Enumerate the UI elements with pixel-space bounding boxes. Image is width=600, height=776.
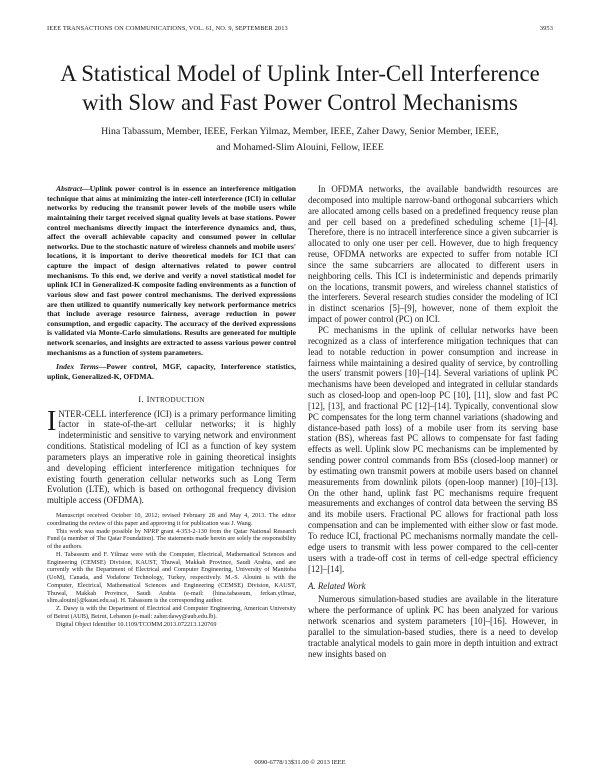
running-head <box>47 25 553 32</box>
subsection-heading-related-work: A. Related Work <box>308 581 366 592</box>
footnote-affiliation-2: Z. Dawy is with the Department of Electrical and Computer Engineering, American University of Beirut (AUB), Beirut, Lebanon (e-mail: zaher.dawy@aub.edu.lb). <box>47 605 296 620</box>
body-paragraph-pc-mechanisms: PC mechanisms in the uplink of cellular networks have been recognized as a class of interference mitigation techniques that can lead to notable reduction in power consumption and increase in fairness while maintaining a desired quality of service, by controlling the users' transmit powers [10]–[14]. Several variations of uplink PC mechanisms have been developed and integrated in cellular standards such as closed-loop and open-loop PC [10], [11], slow and fast PC [12], [13], and fractional PC [12]–[14]. Typically, conventional slow PC compensates for the long term channel variations (shadowing and distance-based path loss) of a mobile user from its serving base station (BS), whereas fast PC allows to compensate for fast fading effects as well. Uplink slow PC mechanisms can be implemented by sending power control commands from BSs (closed-loop manner) or by estimating own transmit powers at mobile users based on channel measurements from downlink pilots (open-loop manner) [10]–[13]. On the other hand, uplink fast PC mechanisms require frequent measurements and exchanges of control data between the serving BS and its mobile users. Fractional PC allows for fractional path loss compensation and can be implemented with either slow or fast mode. To reduce ICI, fractional PC mechanisms normally mandate the cell-edge users to transmit with less power compared to the cell-center users with a trade-off cost in terms of cell-edge spectral efficiency [12]–[14]. <box>308 324 558 574</box>
abstract <box>47 184 296 357</box>
page-number: 3953 <box>539 25 553 32</box>
paper-title <box>40 59 560 117</box>
authors-line-2: and Mohamed-Slim Alouini, Fellow, IEEE <box>216 142 384 153</box>
footnote-funding: This work was made possible by NPRP grant 4-353-2-130 from the Qatar National Research Fund (a member of The Qatar Foundation). The statements made herein are solely the responsibility of the authors. <box>47 527 296 551</box>
body-paragraph-related-work: Numerous simulation-based studies are available in the literature where the performance of uplink PC has been analyzed for various network scenarios and system parameters [10]–[16]. However, in parallel to the simulation-based studies, there is a need to develop tractable analytical models to gain more in depth intuition and extract new insights based on <box>308 594 558 659</box>
footnotes <box>47 512 296 628</box>
authors-line-1: Hina Tabassum, Member, IEEE, Ferkan Yilmaz, Member, IEEE, Zaher Dawy, Senior Member, IEEE, <box>101 126 499 137</box>
title-line-1: A Statistical Model of Uplink Inter-Cell Interference <box>60 61 540 86</box>
copyright-footer: 0090-6778/13$31.00 © 2013 IEEE <box>254 759 346 766</box>
abstract-text: —Uplink power control is in essence an interference mitigation technique that aims at minimizing the inter-cell interference (ICI) in cellular networks by reducing the transmit power levels of the mobile users while maintaining their target received signal quality levels at base stations. Power control mechanisms directly impact the interference dynamics and, thus, affect the overall achievable capacity and consumed power in cellular networks. Due to the stochastic nature of wireless channels and mobile users' locations, it is important to derive theoretical models for ICI that can capture the impact of design alternatives related to power control mechanisms. To this end, we derive and verify a novel statistical model for uplink ICI in Generalized-K composite fading environments as a function of various slow and fast power control mechanisms. The derived expressions are then utilized to quantify numerically key network performance metrics that include average resource fairness, average reduction in power consumption, and ergodic capacity. The accuracy of the derived expressions is validated via Monte-Carlo simulations. Results are generated for multiple network scenarios, and insights are extracted to assess various power control mechanisms as a function of system parameters. <box>47 184 296 357</box>
index-terms <box>47 362 296 381</box>
drop-cap: I <box>47 405 57 437</box>
body-paragraph-ofdma: In OFDMA networks, the available bandwidth resources are decomposed into multiple narrow-band orthogonal subcarriers which are allocated among cells based on a predefined frequency reuse plan and per cell based on a predefined scheduling scheme [1]–[4]. Therefore, there is no intracell interference since a given subcarrier is allocated to only one user per cell. However, due to high frequency reuse, OFDMA networks are expected to suffer from notable ICI since the same subcarriers are allocated to different users in neighboring cells. This ICI is indeterministic and depends primarily on the locations, transmit powers, and wireless channel statistics of the interferers. Several research studies consider the modeling of ICI in distinct scenarios [5]–[9], however, none of them exploit the impact of power control (PC) on ICI. <box>308 184 558 325</box>
left-column <box>47 184 296 628</box>
index-terms-text: —Power control, MGF, capacity, Interference statistics, uplink, Generalized-K, OFDMA. <box>47 362 297 381</box>
section-heading-introduction: I. INTRODUCTION <box>138 393 205 404</box>
index-terms-lead: Index Terms <box>56 362 99 372</box>
footnote-doi: Digital Object Identifier 10.1109/TCOMM.2013.072213.120769 <box>56 620 217 628</box>
footnote-received: Manuscript received October 10, 2012; revised February 28 and May 4, 2013. The editor coordinating the review of this paper and approving it for publication was J. Wang. <box>47 512 296 527</box>
footnote-affiliation-1: H. Tabassum and F. Yilmaz were with the Computer, Electrical, Mathematical Sciences and Engineering (CEMSE) Division, KAUST, Thuwal, Makkah Province, Saudi Arabia, and are currently with the Department of Electrical and Computer Engineering, University of Manitoba (UoM), Canada, and Vodafone Technology, Turkey, respectively. M.-S. Alouini is with the Computer, Electrical, Mathematical Sciences and Engineering (CEMSE) Division, KAUST, Thuwal, Makkah Province, Saudi Arabia (e-mail: {hina.tabassum, ferkan.yilmaz, slim.alouini}@kaust.edu.sa). H. Tabassum is the corresponding author. <box>47 550 296 605</box>
abstract-lead: Abstract <box>56 184 83 193</box>
author-list <box>60 124 540 156</box>
journal-running-title: IEEE TRANSACTIONS ON COMMUNICATIONS, VOL. 61, NO. 9, SEPTEMBER 2013 <box>47 25 288 32</box>
intro-paragraph-1: INTER-CELL interference (ICI) is a primary performance limiting factor in state-of-the-art cellular networks; it is highly indeterministic and sensitive to varying network and environment conditions. Statistical modeling of ICI as a function of key system parameters plays an imperative role in gaining theoretical insights and developing efficient interference mitigation techniques for existing fourth generation cellular networks such as Long Term Evolution (LTE), which is based on orthogonal frequency division multiple access (OFDMA). <box>47 405 296 506</box>
right-column <box>308 184 558 659</box>
title-line-2: with Slow and Fast Power Control Mechanisms <box>82 90 518 115</box>
